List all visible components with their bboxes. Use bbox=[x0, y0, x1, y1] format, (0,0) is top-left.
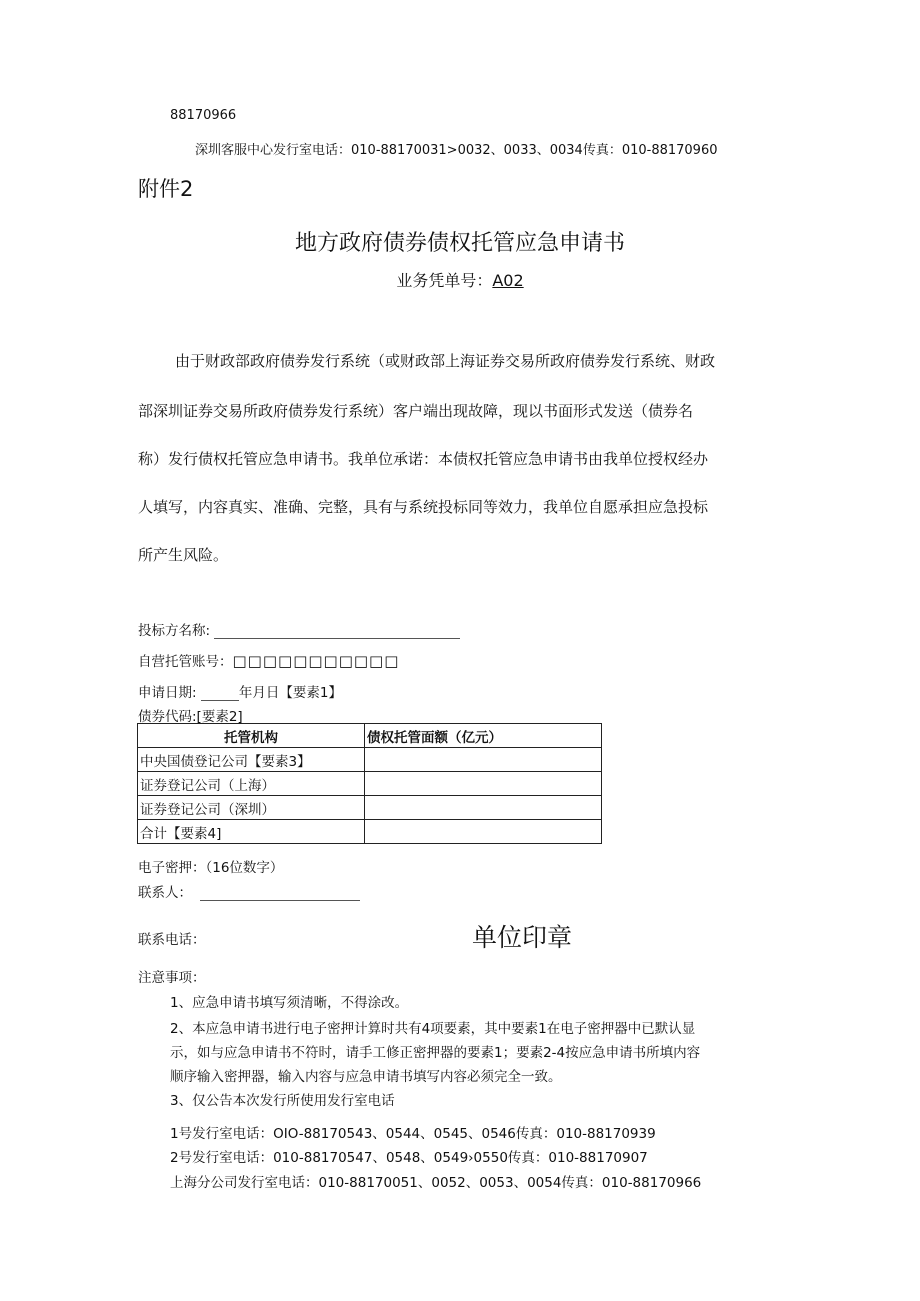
note-item-3: 3、仅公告本次发行所使用发行室电话 bbox=[170, 1093, 395, 1109]
paragraph-line-1: 由于财政部政府债券发行系统（或财政部上海证券交易所政府债券发行系统、财政 bbox=[175, 352, 716, 370]
phone-line-room-1: 1号发行室电话：OIO-88170543、0544、0545、0546传真：010-88170939 bbox=[170, 1126, 656, 1142]
paragraph-line-2: 部深圳证券交易所政府债券发行系统）客户端出现故障，现以书面形式发送（债券名 bbox=[138, 402, 694, 420]
amount-cell[interactable] bbox=[365, 772, 602, 796]
amount-cell[interactable] bbox=[365, 748, 602, 772]
amount-cell[interactable] bbox=[365, 796, 602, 820]
contact-person-label: 联系人： bbox=[138, 885, 192, 901]
contact-phone-label: 联系电话： bbox=[138, 932, 206, 948]
note-item-2-line-2: 示，如与应急申请书不符时，请手工修正密押器的要素1；要素2-4按应急申请书所填内容 bbox=[170, 1045, 701, 1061]
custodian-cell: 合计【要素4] bbox=[138, 820, 365, 844]
note-item-1: 1、应急申请书填写须清晰，不得涂改。 bbox=[170, 995, 409, 1011]
header-custodian: 托管机构 bbox=[138, 724, 365, 748]
custody-account-boxes[interactable]: □□□□□□□□□□□ bbox=[232, 652, 400, 670]
fax-number-fragment: 88170966 bbox=[170, 108, 237, 123]
unit-seal-label: 单位印章 bbox=[472, 923, 573, 952]
table-row bbox=[138, 820, 602, 844]
e-seal-label: 电子密押：（16位数字） bbox=[138, 860, 284, 876]
table-row bbox=[138, 796, 602, 820]
apply-date-row bbox=[138, 681, 342, 701]
document-title: 地方政府债券债权托管应急申请书 bbox=[294, 231, 625, 256]
bidder-name-row bbox=[138, 619, 460, 639]
voucher-label: 业务凭单号： bbox=[396, 271, 493, 290]
phone-line-room-2: 2号发行室电话：010-88170547、0548、0549›0550传真：010-88170907 bbox=[170, 1150, 648, 1166]
voucher-number bbox=[0, 268, 920, 291]
contact-person-row bbox=[138, 881, 360, 901]
table-row bbox=[138, 772, 602, 796]
notes-title: 注意事项： bbox=[138, 970, 206, 986]
custodian-cell: 证券登记公司（深圳） bbox=[138, 796, 365, 820]
phone-line-shanghai: 上海分公司发行室电话：010-88170051、0052、0053、0054传真：010-88170966 bbox=[170, 1175, 702, 1191]
shenzhen-contact-line: 深圳客服中心发行室电话：010-88170031>0032、0033、0034传真：010-88170960 bbox=[195, 143, 718, 158]
custodian-cell: 证券登记公司（上海） bbox=[138, 772, 365, 796]
header-amount: 债权托管面额（亿元） bbox=[365, 724, 602, 748]
apply-year-field[interactable] bbox=[201, 686, 239, 701]
voucher-code: A02 bbox=[492, 271, 524, 290]
contact-person-field[interactable] bbox=[200, 886, 360, 901]
attachment-label: 附件2 bbox=[138, 177, 194, 201]
custodian-cell: 中央国债登记公司【要素3】 bbox=[138, 748, 365, 772]
table-header-row bbox=[138, 724, 602, 748]
paragraph-line-3: 称）发行债权托管应急申请书。我单位承诺：本债权托管应急申请书由我单位授权经办 bbox=[138, 450, 709, 468]
note-item-2-line-1: 2、本应急申请书进行电子密押计算时共有4项要素，其中要素1在电子密押器中已默认显 bbox=[170, 1021, 696, 1037]
paragraph-line-5: 所产生风险。 bbox=[138, 546, 229, 564]
bond-code-label: 债券代码:[要素2] bbox=[138, 709, 243, 725]
note-item-2-line-3: 顺序输入密押器，输入内容与应急申请书填写内容必须完全一致。 bbox=[170, 1069, 562, 1085]
custody-account-label: 自营托管账号： bbox=[138, 654, 233, 670]
apply-date-suffix: 年月日【要素1】 bbox=[238, 685, 342, 701]
amount-cell[interactable] bbox=[365, 820, 602, 844]
bidder-name-label: 投标方名称: bbox=[138, 623, 211, 639]
bidder-name-field[interactable] bbox=[214, 624, 460, 639]
custody-table bbox=[137, 723, 602, 844]
paragraph-line-4: 人填写，内容真实、准确、完整，具有与系统投标同等效力，我单位自愿承担应急投标 bbox=[138, 498, 709, 516]
custody-account-row bbox=[138, 650, 399, 670]
table-row bbox=[138, 748, 602, 772]
apply-date-label: 申请日期: bbox=[138, 685, 197, 701]
